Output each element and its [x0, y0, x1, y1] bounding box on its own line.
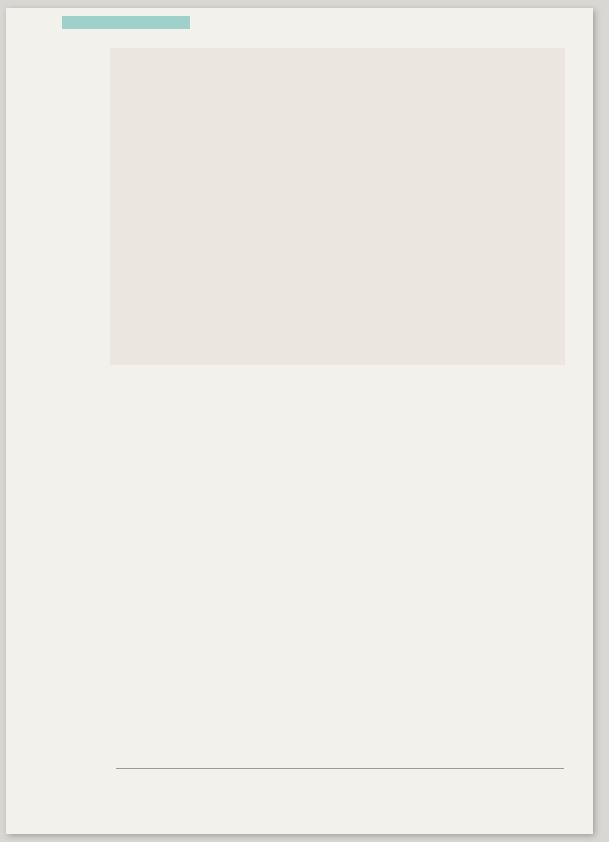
questionnaire-diagram: [110, 48, 565, 365]
header-section-band: [62, 16, 190, 29]
footer-divider: [116, 768, 564, 769]
diagram-svg: [110, 48, 565, 348]
